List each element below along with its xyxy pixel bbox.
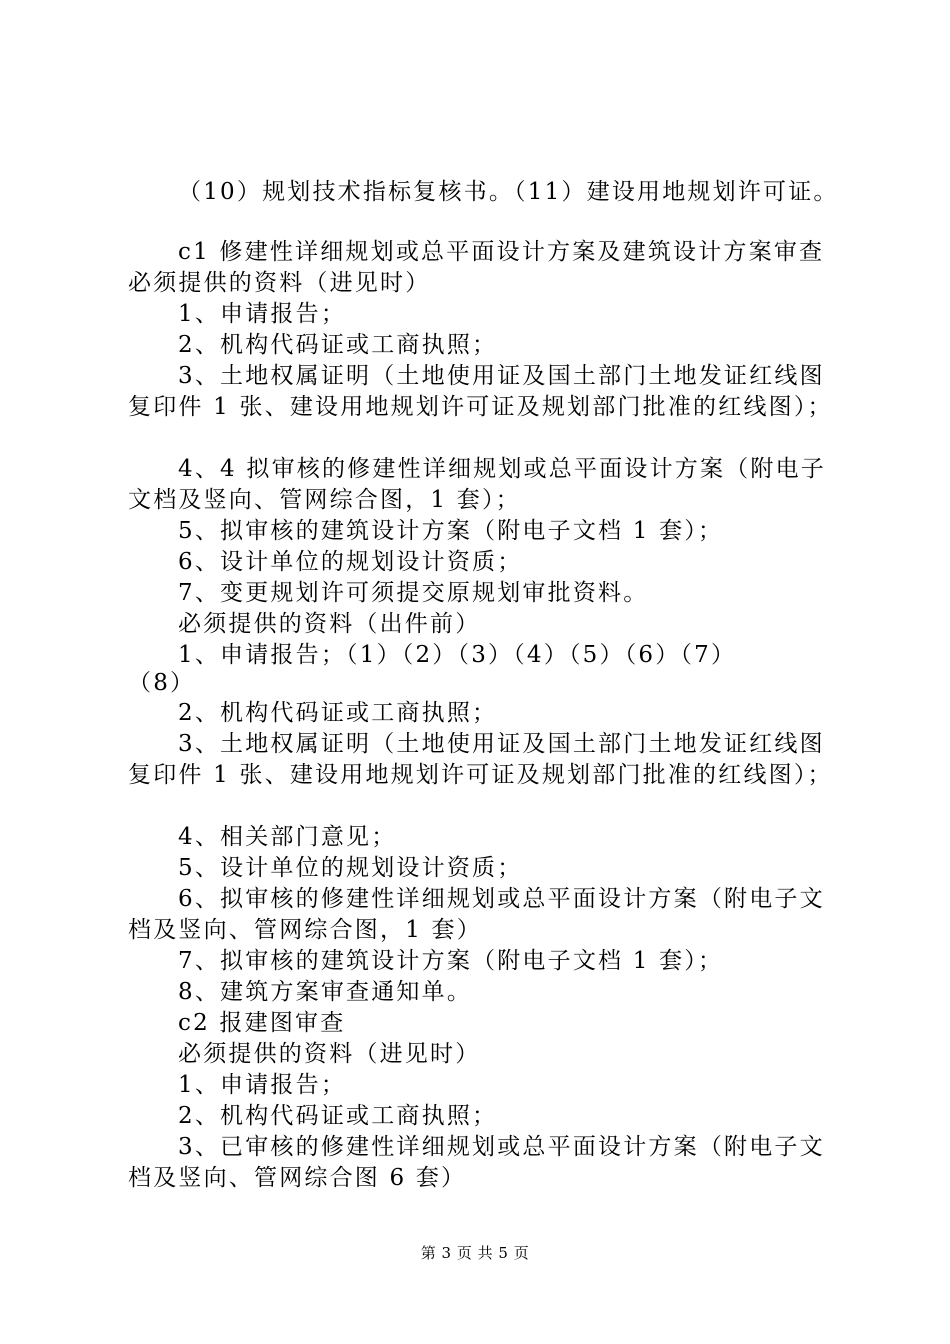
list-item: 1、申请报告； (178, 301, 347, 327)
list-item: 3、已审核的修建性详细规划或总平面设计方案（附电子文 (178, 1134, 825, 1160)
list-item: 7、拟审核的建筑设计方案（附电子文档 1 套）； (178, 948, 724, 974)
list-item-continuation: 复印件 1 张、建设用地规划许可证及规划部门批准的红线图）； (128, 762, 833, 788)
list-item: 6、拟审核的修建性详细规划或总平面设计方案（附电子文 (178, 886, 825, 912)
list-item: 4、4 拟审核的修建性详细规划或总平面设计方案（附电子 (178, 456, 826, 482)
list-item: 7、变更规划许可须提交原规划审批资料。 (178, 580, 649, 606)
subheading: 必须提供的资料（进见时） (178, 1041, 481, 1067)
list-item: 5、设计单位的规划设计资质； (178, 855, 523, 881)
list-item-continuation: 复印件 1 张、建设用地规划许可证及规划部门批准的红线图）； (128, 394, 833, 420)
list-item: 5、拟审核的建筑设计方案（附电子文档 1 套）； (178, 518, 724, 544)
list-item: 2、机构代码证或工商执照； (178, 700, 498, 726)
list-item: 2、机构代码证或工商执照； (178, 1103, 498, 1129)
section-heading-c2: c2 报建图审查 (178, 1010, 346, 1036)
subheading: 必须提供的资料（出件前） (178, 611, 481, 637)
list-item: 6、设计单位的规划设计资质； (178, 549, 523, 575)
list-item: 4、相关部门意见； (178, 824, 397, 850)
section-heading-c1: c1 修建性详细规划或总平面设计方案及建筑设计方案审查 (178, 239, 825, 265)
list-item-continuation: 文档及竖向、管网综合图，1 套）； (128, 487, 521, 513)
paragraph-line: 必须提供的资料（进见时） (128, 270, 431, 296)
list-item-continuation: 档及竖向、管网综合图，1 套） (128, 917, 482, 943)
list-item: 3、土地权属证明（土地使用证及国土部门土地发证红线图 (178, 363, 825, 389)
paragraph-line: （10）规划技术指标复核书。（11）建设用地规划许可证。 (178, 179, 839, 205)
list-item: 1、申请报告； (178, 1072, 347, 1098)
list-item: 3、土地权属证明（土地使用证及国土部门土地发证红线图 (178, 731, 825, 757)
list-item-continuation: 档及竖向、管网综合图 6 套） (128, 1165, 467, 1191)
page-number-footer: 第 3 页 共 5 页 (420, 1244, 530, 1262)
list-item: 2、机构代码证或工商执照； (178, 332, 498, 358)
list-item: 1、申请报告；（1）（2）（3）（4）（5）（6）（7） (178, 642, 737, 668)
list-item: 8、建筑方案审查通知单。 (178, 979, 473, 1005)
list-item-continuation: （8） (128, 670, 196, 696)
